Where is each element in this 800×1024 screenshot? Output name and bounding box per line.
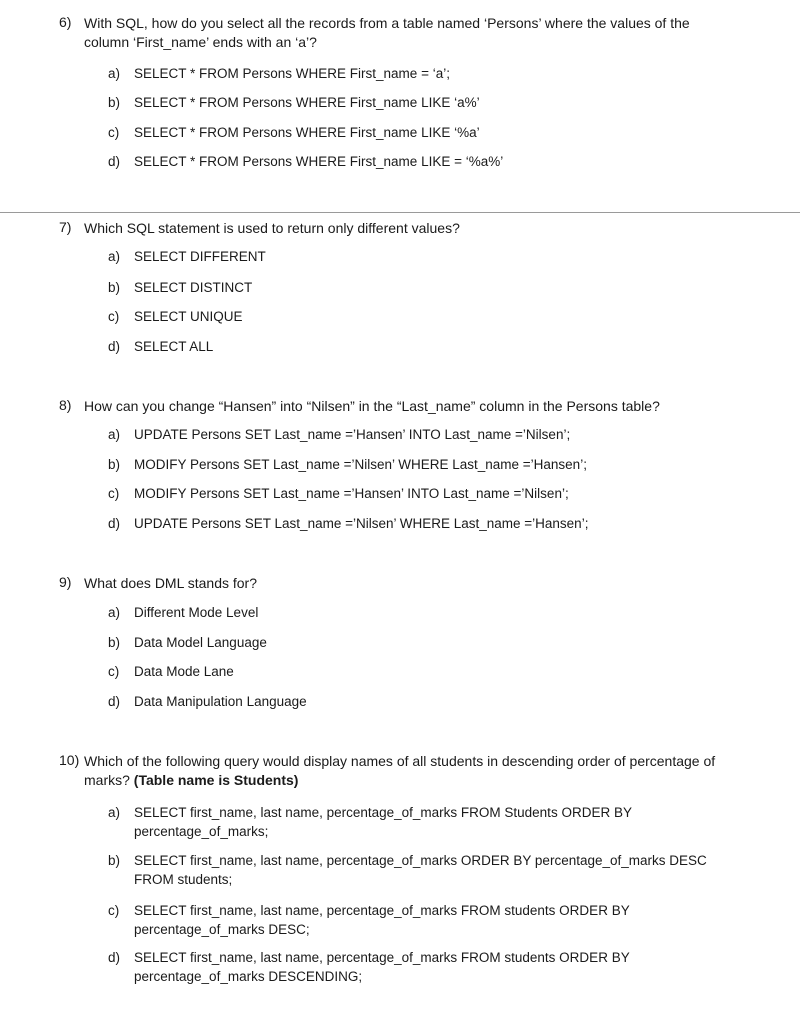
question-text-block	[84, 752, 734, 790]
option-letter: d)	[108, 950, 121, 965]
option-text: SELECT DIFFERENT	[134, 249, 266, 264]
option-text: MODIFY Persons SET Last_name =’Hansen’ INTO Last_name =’Nilsen’;	[134, 486, 569, 501]
option-text: SELECT * FROM Persons WHERE First_name = ‘a’;	[134, 66, 450, 81]
option-letter: a)	[108, 66, 121, 81]
option-letter: c)	[108, 309, 120, 324]
question-note: (Table name is Students)	[133, 772, 299, 788]
option-text: UPDATE Persons SET Last_name =’Nilsen’ WHERE Last_name =’Hansen’;	[134, 516, 589, 531]
option-text: UPDATE Persons SET Last_name =’Hansen’ INTO Last_name =’Nilsen’;	[134, 427, 571, 442]
option-text: SELECT * FROM Persons WHERE First_name LIKE ‘a%’	[134, 95, 480, 110]
question-number: 8)	[59, 397, 72, 413]
option-letter: b)	[108, 280, 121, 295]
option-text: Data Model Language	[134, 635, 267, 650]
option-text: SELECT UNIQUE	[134, 309, 243, 324]
option-text: Different Mode Level	[134, 605, 259, 620]
option-text: SELECT first_name, last name, percentage_of_marks ORDER BY percentage_of_marks DESC FROM students;	[134, 853, 707, 887]
question-text: How can you change “Hansen” into “Nilsen” in the “Last_name” column in the Persons table?	[84, 398, 660, 414]
option-text: SELECT * FROM Persons WHERE First_name LIKE = ‘%a%’	[134, 154, 504, 169]
question-text: With SQL, how do you select all the records from a table named ‘Persons’ where the values of the column ‘First_name’ ends with an ‘a’?	[84, 15, 690, 50]
option-text: SELECT DISTINCT	[134, 280, 253, 295]
option-text: SELECT * FROM Persons WHERE First_name LIKE ‘%a’	[134, 125, 480, 140]
option-letter: c)	[108, 125, 120, 140]
option-letter: d)	[108, 694, 121, 709]
option-letter: d)	[108, 339, 121, 354]
option-letter: a)	[108, 805, 121, 820]
option-letter: a)	[108, 249, 121, 264]
option-letter: d)	[108, 154, 121, 169]
page-divider	[0, 212, 800, 213]
option-letter: b)	[108, 457, 121, 472]
question-number: 6)	[59, 14, 72, 30]
option-text: SELECT ALL	[134, 339, 214, 354]
question-text: Which SQL statement is used to return only different values?	[84, 220, 460, 236]
option-text: Data Mode Lane	[134, 664, 234, 679]
question-text: What does DML stands for?	[84, 575, 258, 591]
option-text: SELECT first_name, last name, percentage_of_marks FROM Students ORDER BY percentage_of_marks;	[134, 805, 632, 839]
question-number: 9)	[59, 574, 72, 590]
option-letter: a)	[108, 605, 121, 620]
question-number: 10)	[59, 752, 80, 768]
option-text: SELECT first_name, last name, percentage_of_marks FROM students ORDER BY percentage_of_marks DESCENDING;	[134, 950, 630, 984]
option-letter: b)	[108, 95, 121, 110]
question-number: 7)	[59, 219, 72, 235]
option-letter: b)	[108, 853, 121, 868]
option-letter: d)	[108, 516, 121, 531]
option-text: SELECT first_name, last name, percentage_of_marks FROM students ORDER BY percentage_of_marks DESC;	[134, 903, 630, 937]
option-letter: c)	[108, 903, 120, 918]
option-text: MODIFY Persons SET Last_name =’Nilsen’ WHERE Last_name =’Hansen’;	[134, 457, 587, 472]
option-text: Data Manipulation Language	[134, 694, 307, 709]
option-letter: c)	[108, 486, 120, 501]
option-letter: a)	[108, 427, 121, 442]
option-letter: b)	[108, 635, 121, 650]
question-text: Which of the following query would display names of all students in descending order of percentage of marks?	[84, 753, 716, 788]
option-letter: c)	[108, 664, 120, 679]
